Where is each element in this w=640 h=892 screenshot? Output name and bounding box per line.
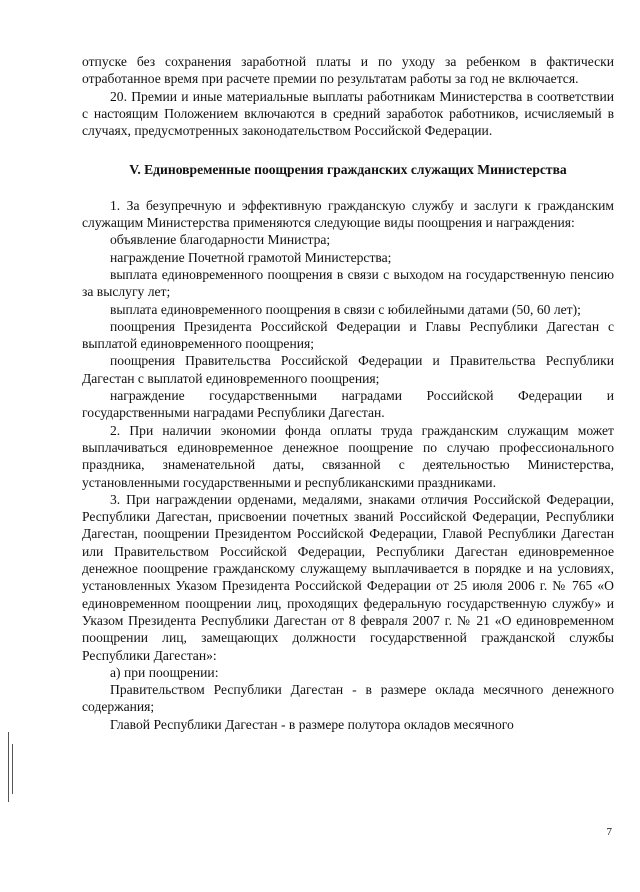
subparagraph-a: а) при поощрении: [110,664,219,680]
scan-artifact [12,744,13,794]
list-item: выплата единовременного поощрения в связи с юбилейными датами (50, 60 лет); [110,301,581,317]
list-item: выплата единовременного поощрения в связи с выходом на государственную пенсию за выслугу лет; [82,266,614,300]
list-item: поощрения Правительства Российской Федерации и Правительства Республики Дагестан с выплатой единовременного поощрения; [82,353,614,386]
scan-artifact [8,732,9,802]
paragraph-3: 3. При награждении орденами, медалями, знаками отличия Российской Федерации, Республики Дагестан, присвоении почетных званий Российской Федерации, Республики Дагестан, поощрении Президентом Российской Федерации, Главой Республики Дагестан или Правительством Российской Федерации, Республики Дагестан единовременное денежное поощрение гражданскому служащему выплачивается в порядке и на условиях, установленных Указом Президента Российской Федерации от 25 июля 2006 г. № 765 «О единовременном поощрении лиц, проходящих федеральную государственную службу» и Указом Президента Республики Дагестан от 8 февраля 2007 г. № 21 «О единовременном поощрении лиц, замещающих должности государственной гражданской службы Республики Дагестан»: [82,491,614,663]
paragraph-2: 2. При наличии экономии фонда оплаты труда гражданским служащим может выплачиваться единовременное денежное поощрение по случаю профессионального праздника, знаменательной даты, связанной с деятельностью Министерства, установленными государственными и республиканскими праздниками. [82,422,614,490]
list-item: поощрения Президента Российской Федерации и Главы Республики Дагестан с выплатой единовременного поощрения; [82,318,614,352]
list-item: Главой Республики Дагестан - в размере полутора окладов месячного [110,716,514,732]
paragraph-20: 20. Премии и иные материальные выплаты работникам Министерства в соответствии с настоящим Положением включаются в средний заработок работников, исчисляемый в случаях, предусмотренных законодательством Российской Федерации. [82,88,614,139]
page-number: 7 [606,826,612,838]
list-item: объявление благодарности Министра; [110,232,331,248]
paragraph-continuation: отпуске без сохранения заработной платы и по уходу за ребенком в фактически отработанное время при расчете премии по результатам работы за год не включается. [82,54,614,87]
document-body [82,53,614,733]
list-item: награждение государственными наградами Российской Федерации и государственными наградами Республики Дагестан. [82,388,614,421]
list-item: награждение Почетной грамотой Министерства; [110,249,392,265]
section-title: V. Единовременные поощрения гражданских служащих Министерства [129,162,567,178]
list-item: Правительством Республики Дагестан - в размере оклада месячного денежного содержания; [82,682,614,715]
paragraph-1: 1. За безупречную и эффективную гражданскую службу и заслуги к гражданским служащим Министерства применяются следующие виды поощрения и награждения: [82,197,614,231]
